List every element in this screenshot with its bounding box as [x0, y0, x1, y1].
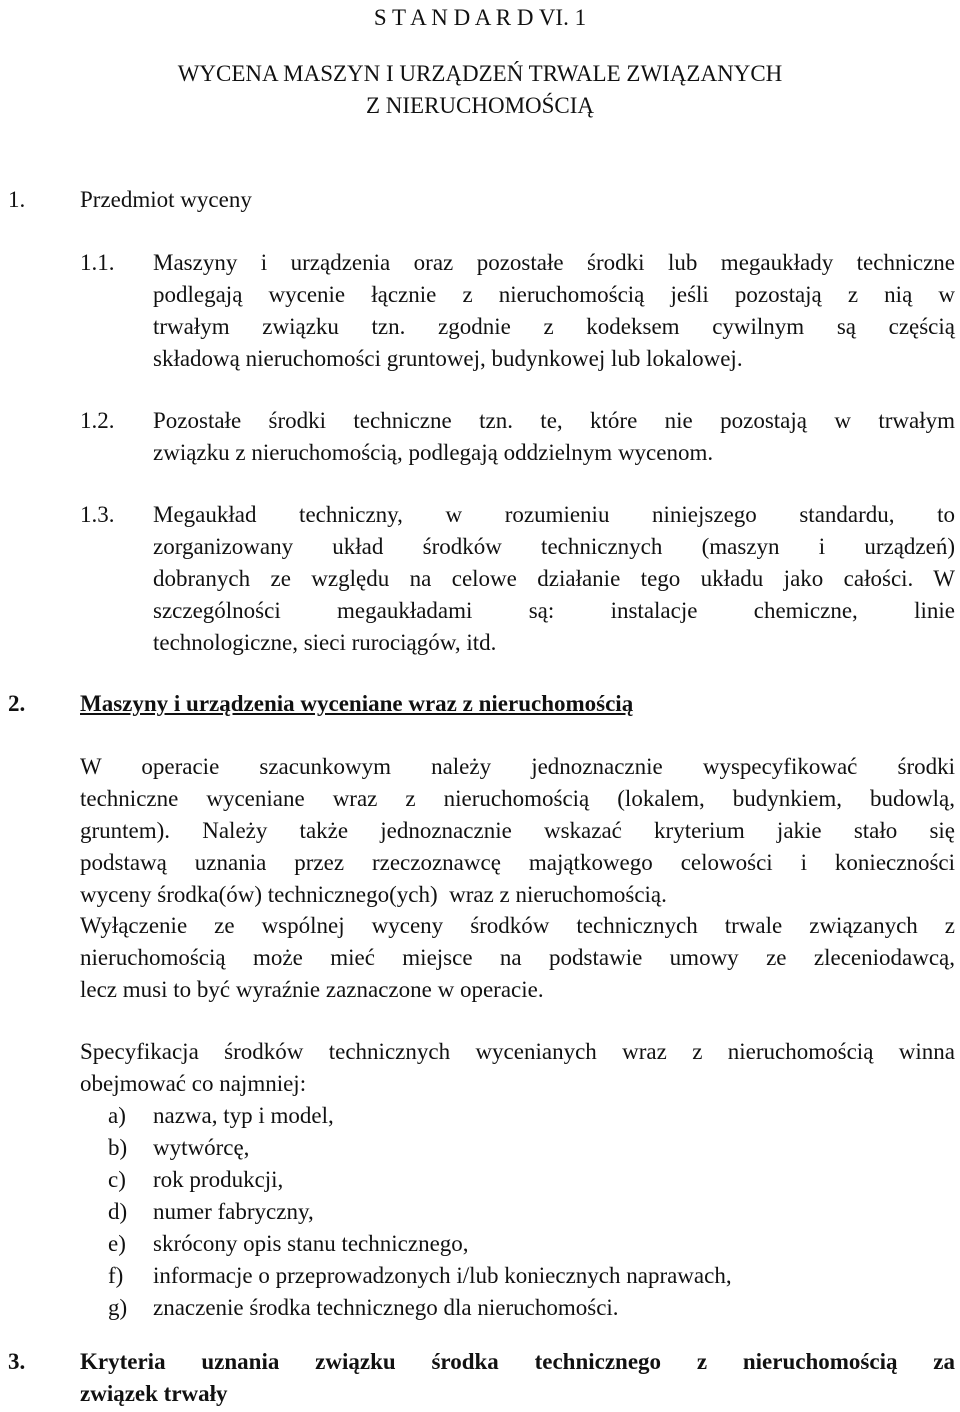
item-1-3-line: dobranych ze względu na celowe działanie tego układu jako całości. W — [153, 566, 955, 591]
paragraph-line: obejmować co najmniej: — [80, 1071, 307, 1096]
section2-number: 2. — [8, 691, 26, 716]
list-item-letter: b) — [108, 1135, 128, 1160]
item-1-2-number: 1.2. — [80, 408, 115, 433]
list-item-letter: d) — [108, 1199, 128, 1224]
paragraph-line: lecz musi to być wyraźnie zaznaczone w operacie. — [80, 977, 544, 1002]
list-item-letter: f) — [108, 1263, 124, 1288]
list-item-letter: c) — [108, 1167, 126, 1192]
item-1-1-number: 1.1. — [80, 250, 115, 275]
list-item-text: skrócony opis stanu technicznego, — [153, 1231, 469, 1256]
section1-heading: Przedmiot wyceny — [80, 187, 252, 212]
item-1-3-line: zorganizowany układ środków technicznych (maszyn i urządzeń) — [153, 534, 955, 559]
paragraph-line: Specyfikacja środków technicznych wycenianych wraz z nieruchomością winna — [80, 1039, 955, 1064]
list-item-text: znaczenie środka technicznego dla nieruchomości. — [153, 1295, 619, 1320]
paragraph-line: W operacie szacunkowym należy jednoznacznie wyspecyfikować środki — [80, 754, 955, 779]
list-item-text: rok produkcji, — [153, 1167, 284, 1192]
section2-heading: Maszyny i urządzenia wyceniane wraz z nieruchomością — [80, 691, 634, 716]
list-item-text: nazwa, typ i model, — [153, 1103, 334, 1128]
paragraph-line: podstawą uznania przez rzeczoznawcę majątkowego celowości i konieczności — [80, 850, 955, 875]
item-1-1-line: trwałym związku tzn. zgodnie z kodeksem cywilnym są częścią — [153, 314, 955, 339]
paragraph-line: gruntem). Należy także jednoznacznie wskazać kryterium jakie stało się — [80, 818, 955, 843]
document-title-line2: Z NIERUCHOMOŚCIĄ — [365, 93, 595, 118]
section3-heading: Kryteria uznania związku środka technicznego z nieruchomością za — [80, 1349, 955, 1374]
paragraph-line: Wyłączenie ze wspólnej wyceny środków technicznych trwale związanych z — [80, 913, 955, 938]
item-1-2-line: Pozostałe środki techniczne tzn. te, które nie pozostają w trwałym — [153, 408, 955, 433]
item-1-1-line: podlegają wycenie łącznie z nieruchomością jeśli pozostają z nią w — [153, 282, 955, 307]
item-1-1-line: składową nieruchomości gruntowej, budynkowej lub lokalowej. — [153, 346, 743, 371]
item-1-3-line: Megaukład techniczny, w rozumieniu niniejszego standardu, to — [153, 502, 955, 527]
list-item-letter: a) — [108, 1103, 126, 1128]
paragraph-line: wyceny środka(ów) technicznego(ych) wraz z nieruchomością. — [80, 882, 667, 907]
standard-heading: S T A N D A R D VI. 1 — [373, 5, 587, 30]
document-title-line1: WYCENA MASZYN I URZĄDZEŃ TRWALE ZWIĄZANYCH — [177, 61, 783, 86]
list-item-text: numer fabryczny, — [153, 1199, 314, 1224]
section1-number: 1. — [8, 187, 26, 212]
item-1-3-line: technologiczne, sieci rurociągów, itd. — [153, 630, 497, 655]
list-item-text: informacje o przeprowadzonych i/lub koniecznych naprawach, — [153, 1263, 732, 1288]
list-item-text: wytwórcę, — [153, 1135, 250, 1160]
list-item-letter: e) — [108, 1231, 126, 1256]
list-item-letter: g) — [108, 1295, 128, 1320]
section3-heading: związek trwały — [80, 1381, 228, 1406]
item-1-3-number: 1.3. — [80, 502, 115, 527]
section3-number: 3. — [8, 1349, 26, 1374]
item-1-1-line: Maszyny i urządzenia oraz pozostałe środki lub megaukłady techniczne — [153, 250, 955, 275]
item-1-2-line: związku z nieruchomością, podlegają oddzielnym wycenom. — [153, 440, 714, 465]
item-1-3-line: szczególności megaukładami są: instalacje chemiczne, linie — [153, 598, 955, 623]
paragraph-line: techniczne wyceniane wraz z nieruchomością (lokalem, budynkiem, budowlą, — [80, 786, 955, 811]
paragraph-line: nieruchomością może mieć miejsce na podstawie umowy ze zleceniodawcą, — [80, 945, 955, 970]
